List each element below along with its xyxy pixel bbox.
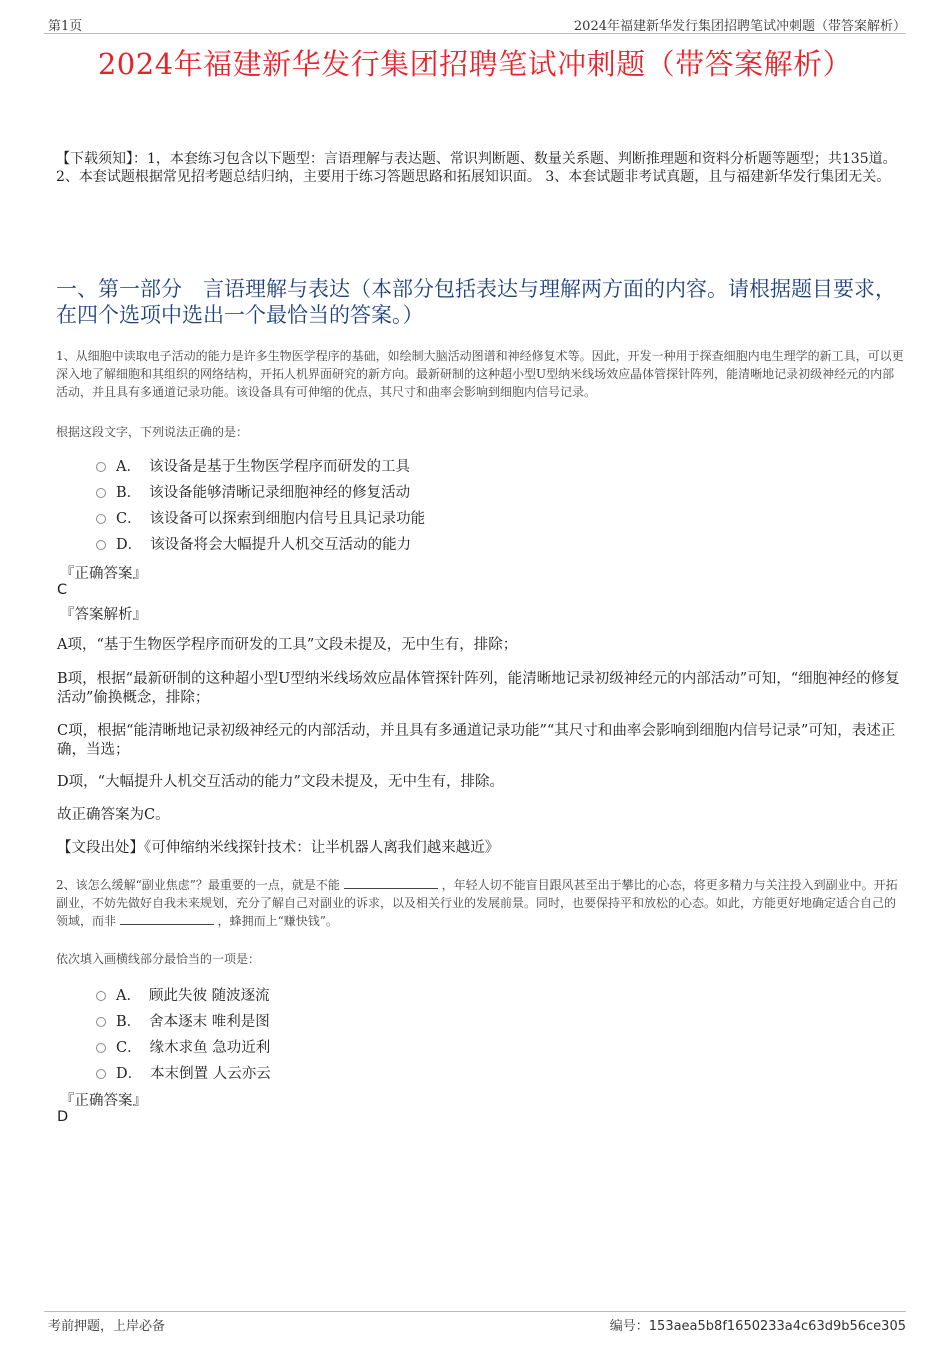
option-d[interactable]: D． 该设备将会大幅提升人机交互活动的能力: [96, 530, 425, 556]
question-2-prompt: 依次填入画横线部分最恰当的一项是：: [56, 952, 261, 966]
fill-blank: [120, 913, 214, 925]
document-title: 2024年福建新华发行集团招聘笔试冲刺题（带答案解析）: [97, 47, 853, 81]
radio-button[interactable]: [96, 1043, 106, 1053]
radio-button[interactable]: [96, 1069, 106, 1079]
radio-button[interactable]: [96, 514, 106, 524]
radio-button[interactable]: [96, 991, 106, 1001]
question-1-prompt: 根据这段文字，下列说法正确的是：: [56, 425, 249, 439]
question-2-options: [96, 981, 271, 1085]
radio-button[interactable]: [96, 1017, 106, 1027]
header-doc-title: 2024年福建新华发行集团招聘笔试冲刺题（带答案解析）: [573, 19, 906, 34]
page-footer: [44, 1311, 906, 1334]
option-d[interactable]: D． 本末倒置 人云亦云: [96, 1059, 271, 1085]
option-b[interactable]: B． 该设备能够清晰记录细胞神经的修复活动: [96, 478, 425, 504]
document-code: 编号：153aea5b8f1650233a4c63d9b56ce305: [609, 1319, 906, 1334]
analysis-label: 『答案解析』: [60, 607, 147, 623]
page-header: [44, 14, 906, 34]
fill-blank: [344, 877, 438, 889]
option-a[interactable]: A． 顾此失彼 随波逐流: [96, 981, 271, 1007]
answer-label: 『正确答案』: [60, 566, 147, 582]
question-1-text: 1、从细胞中读取电子活动的能力是许多生物医学程序的基础，如绘制大脑活动图谱和神经修复术等。因此，开发一种用于探查细胞内电生理学的新工具，可以更深入地了解细胞和其组织的网络结构，开拓人机界面研究的新方向。最新研制的这种超小型U型纳米线场效应晶体管探针阵列，能清晰地记录初级神经元的内部活动，并且具有多通道记录功能。该设备具有可伸缩的优点，其尺寸和曲率会影响到细胞内信号记录。: [56, 349, 904, 399]
answer-label: 『正确答案』: [60, 1093, 147, 1109]
option-a[interactable]: A． 该设备是基于生物医学程序而研发的工具: [96, 452, 425, 478]
option-c[interactable]: C． 缘木求鱼 急功近利: [96, 1033, 271, 1059]
correct-answer: D: [57, 1109, 69, 1125]
question-2-text: 2、该怎么缓解“副业焦虑”？最重要的一点，就是不能 ，年轻人切不能盲目跟风甚至出于攀比的心态，将更多精力与关注投入到副业中。开拓副业，不妨先做好自我未来规划，充分了解自己对副业的诉求，以及相关行业的发展前景。同时，也要保持平和放松的心态。如此，方能更好地确定适合自己的领域，而非 ，蜂拥而上“赚快钱”。: [56, 878, 898, 928]
footer-slogan: 考前押题，上岸必备: [48, 1319, 166, 1334]
analysis-a: A项，“基于生物医学程序而研发的工具”文段未提及，无中生有，排除；: [57, 637, 518, 653]
analysis-c: C项，根据“能清晰地记录初级神经元的内部活动，并且具有多通道记录功能”“其尺寸和曲率会影响到细胞内信号记录”可知，表述正确，当选；: [57, 723, 896, 758]
section-title: 一、第一部分 言语理解与表达（本部分包括表达与理解两方面的内容。请根据题目要求，在四个选项中选出一个最恰当的答案。）: [56, 277, 896, 327]
text-source: 【文段出处】《可伸缩纳米线探针技术：让半机器人离我们越来越近》: [57, 840, 500, 856]
correct-answer: C: [57, 582, 68, 598]
analysis-d: D项，“大幅提升人机交互活动的能力”文段未提及，无中生有，排除。: [57, 774, 504, 790]
option-c[interactable]: C． 该设备可以探索到细胞内信号且具记录功能: [96, 504, 425, 530]
option-b[interactable]: B． 舍本逐末 唯利是图: [96, 1007, 271, 1033]
question-1-options: [96, 452, 425, 556]
analysis-conclusion: 故正确答案为C。: [57, 807, 170, 823]
radio-button[interactable]: [96, 488, 106, 498]
page-number: 第1页: [48, 19, 83, 34]
analysis-b: B项，根据“最新研制的这种超小型U型纳米线场效应晶体管探针阵列，能清晰地记录初级神经元的内部活动”可知，“细胞神经的修复活动”偷换概念，排除；: [57, 671, 900, 706]
radio-button[interactable]: [96, 462, 106, 472]
download-notice: 【下载须知】：1，本套练习包含以下题型：言语理解与表达题、常识判断题、数量关系题、判断推理题和资料分析题等题型；共135道。 2、本套试题根据常见招考题总结归纳，主要用于练习答题思路和拓展知识面。 3、本套试题非考试真题，且与福建新华发行集团无关。: [56, 151, 897, 185]
radio-button[interactable]: [96, 540, 106, 550]
